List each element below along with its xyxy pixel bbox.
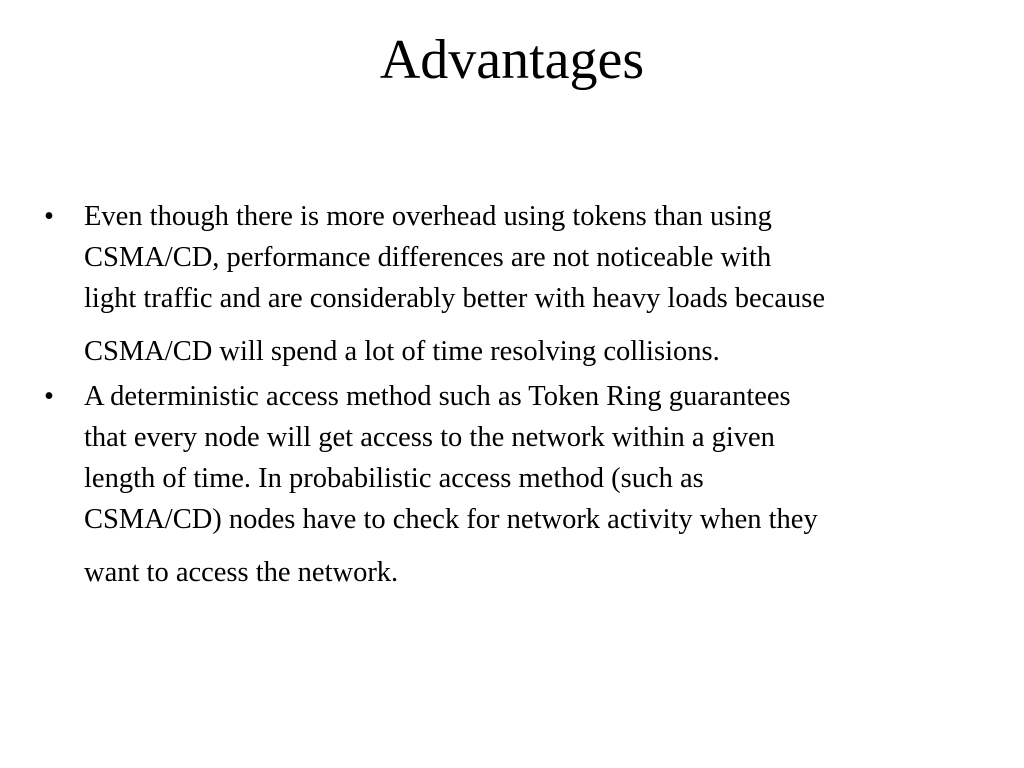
bullet-1-line-2: CSMA/CD, performance differences are not noticeable with <box>84 242 772 273</box>
bullet-1-line-3: light traffic and are considerably better with heavy loads because <box>84 283 825 314</box>
bullet-1-line-4: CSMA/CD will spend a lot of time resolving collisions. <box>84 336 720 367</box>
bullet-2-line-2: that every node will get access to the network within a given <box>84 422 775 453</box>
bullet-2-line-3: length of time. In probabilistic access method (such as <box>84 463 704 494</box>
bullet-item-2 <box>44 376 984 593</box>
bullet-icon: • <box>44 381 54 412</box>
bullet-item-1 <box>44 196 984 372</box>
bullet-2-line-1: A deterministic access method such as Token Ring guarantees <box>84 381 791 412</box>
bullet-1-line-1: Even though there is more overhead using tokens than using <box>84 201 772 232</box>
bullet-2-line-4: CSMA/CD) nodes have to check for network activity when they <box>84 504 818 535</box>
slide-title: Advantages <box>379 29 645 91</box>
bullet-list <box>44 196 984 597</box>
bullet-icon: • <box>44 201 54 232</box>
bullet-2-line-5: want to access the network. <box>84 557 399 588</box>
